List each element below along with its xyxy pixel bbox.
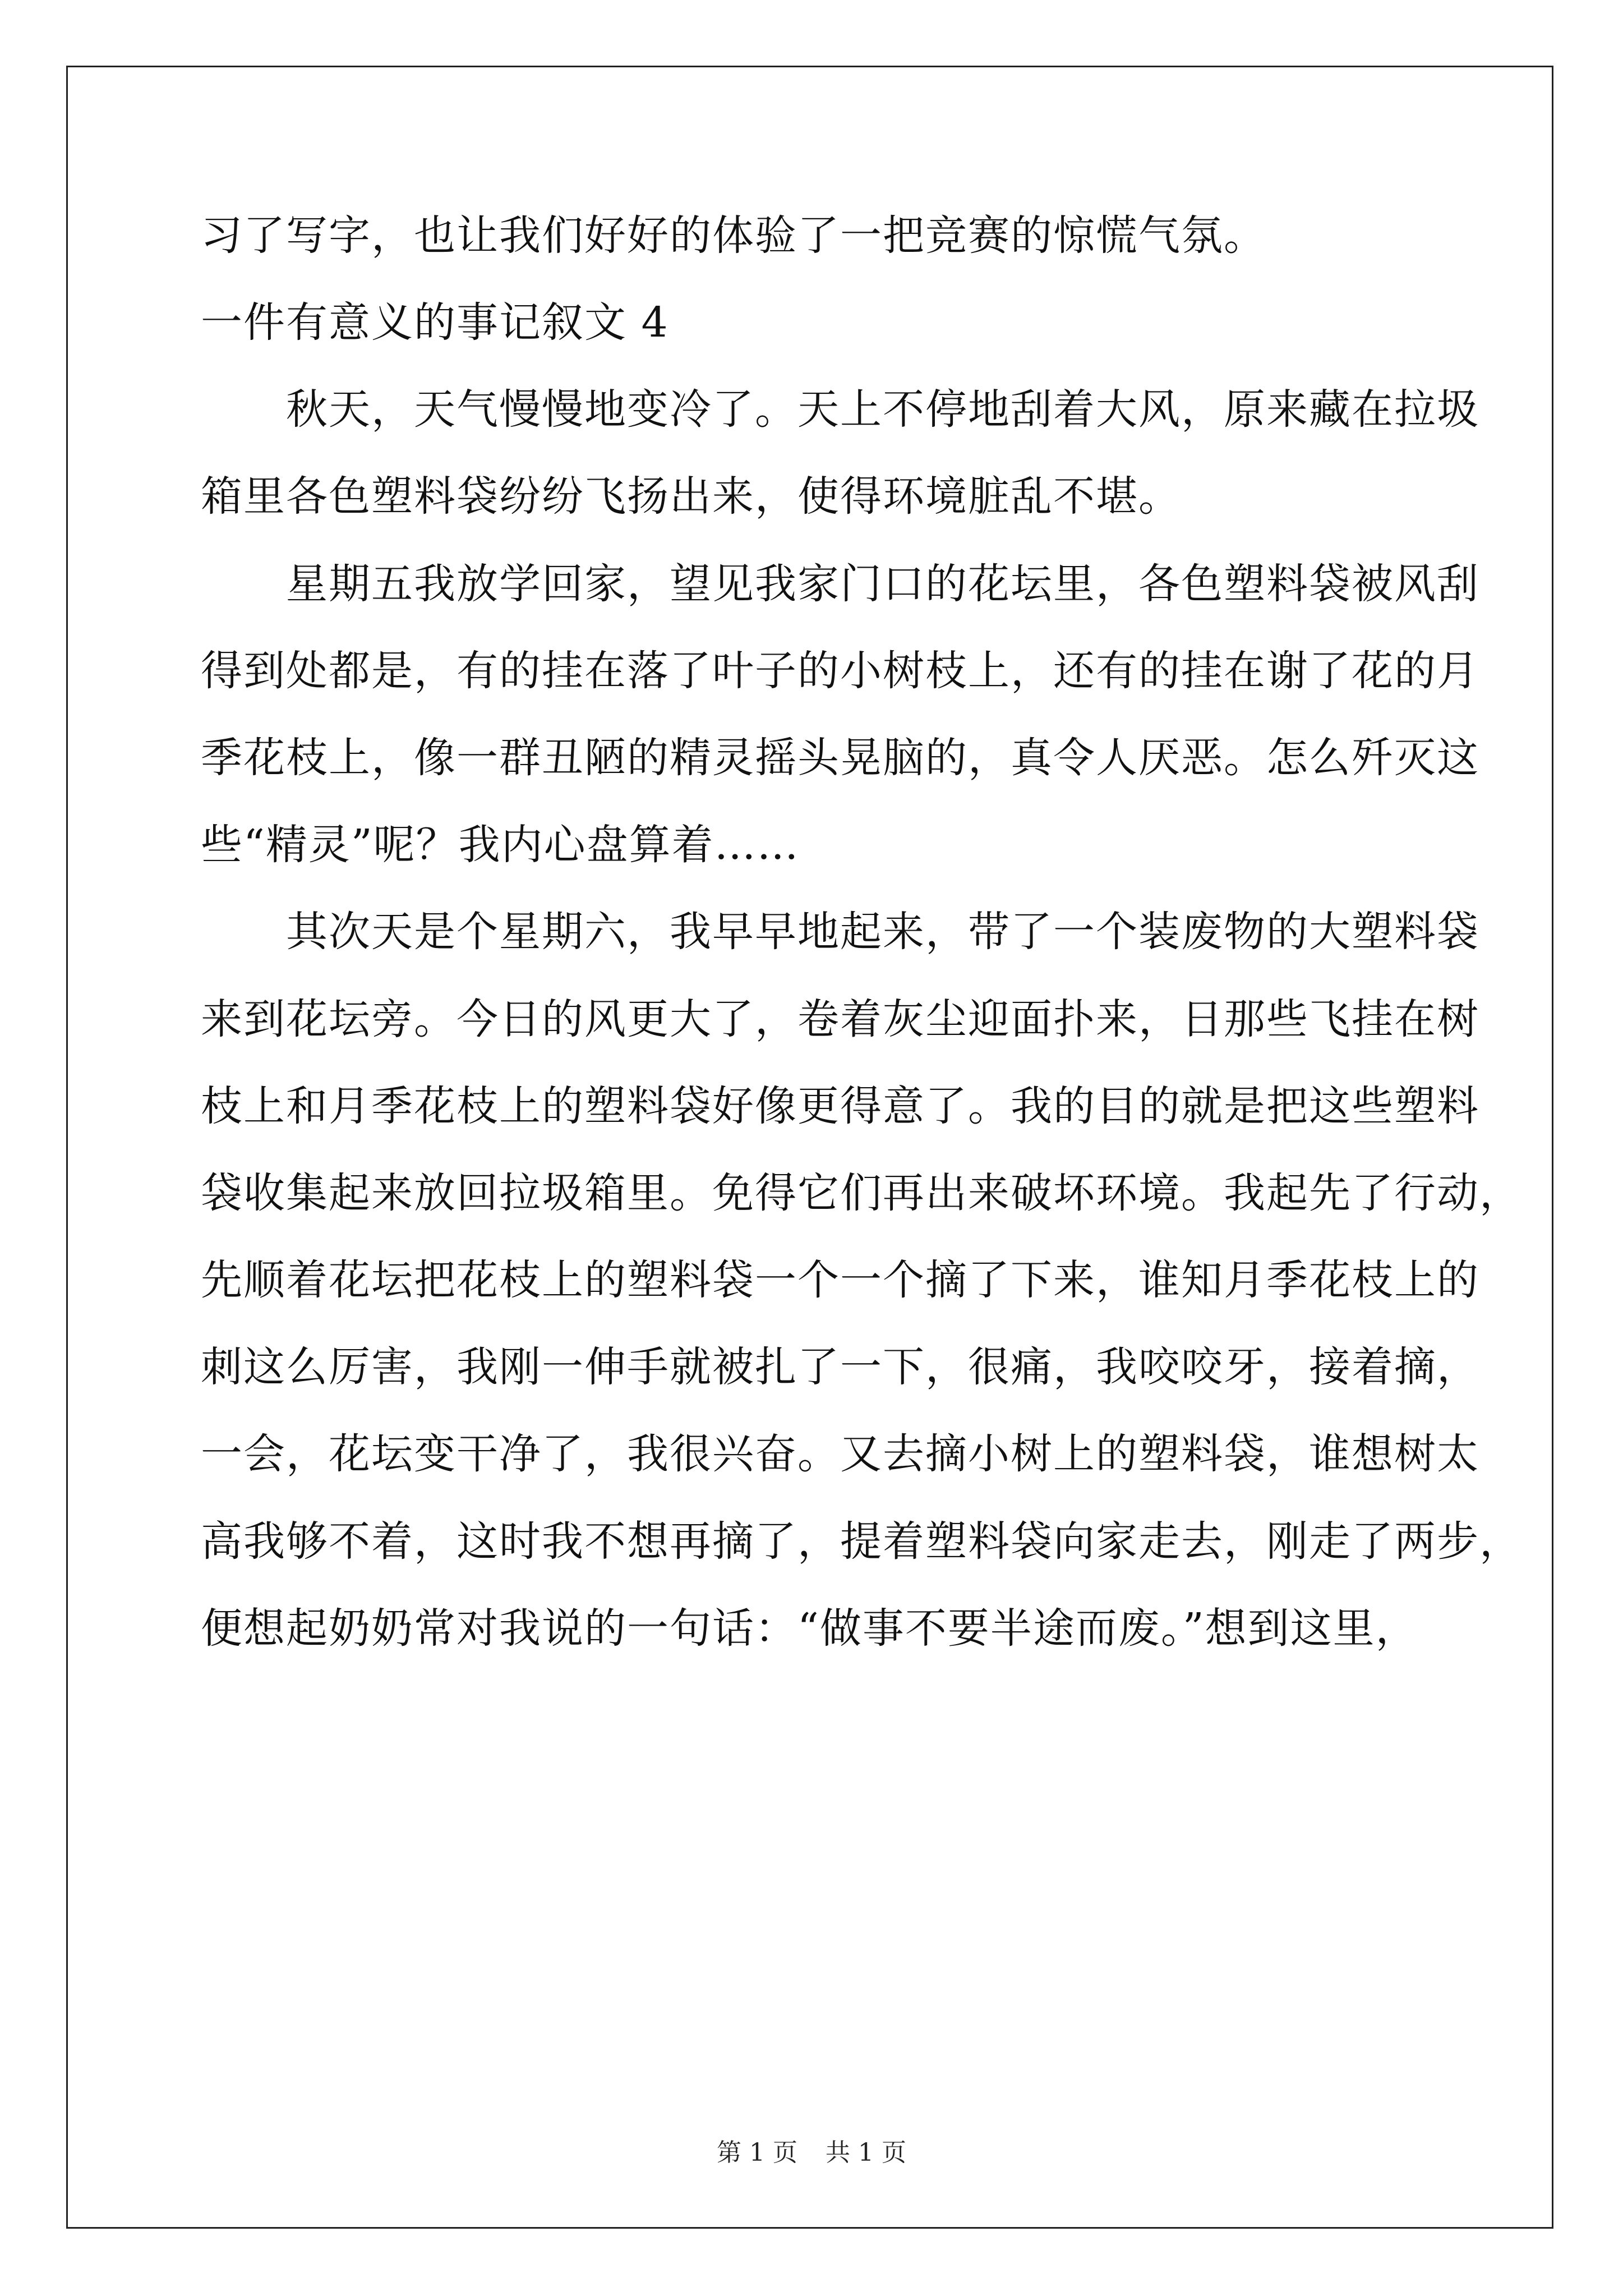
text-line: 习了写字，也让我们好好的体验了一把竞赛的惊慌气氛。 <box>201 211 1266 260</box>
text-line: 枝上和月季花枝上的塑料袋好像更得意了。我的目的就是把这些塑料 <box>201 1082 1479 1130</box>
text-line: 其次天是个星期六，我早早地起来，带了一个装废物的大塑料袋 <box>201 908 1479 956</box>
text-line: 星期五我放学回家，望见我家门口的花坛里，各色塑料袋被风刮 <box>201 560 1479 608</box>
text-line: 刺这么厉害，我刚一伸手就被扎了一下，很痛，我咬咬牙，接着摘， <box>201 1343 1479 1391</box>
text-line: 得到处都是，有的挂在落了叶子的小树枝上，还有的挂在谢了花的月 <box>201 647 1479 695</box>
text-line: 来到花坛旁。今日的风更大了，卷着灰尘迎面扑来，日那些飞挂在树 <box>201 995 1479 1043</box>
text-line: 一会，花坛变干净了，我很兴奋。又去摘小树上的塑料袋，谁想树太 <box>201 1430 1479 1478</box>
page-footer <box>0 2136 1623 2170</box>
text-line: 些“精灵”呢？我内心盘算着…… <box>201 821 800 869</box>
section-heading: 一件有意义的事记叙文 4 <box>201 298 669 347</box>
text-line: 袋收集起来放回拉圾箱里。免得它们再出来破坏环境。我起先了行动， <box>201 1169 1522 1217</box>
text-line: 先顺着花坛把花枝上的塑料袋一个一个摘了下来，谁知月季花枝上的 <box>201 1256 1479 1304</box>
text-line: 高我够不着，这时我不想再摘了，提着塑料袋向家走去，刚走了两步， <box>201 1517 1522 1566</box>
page-total: 共 1 页 <box>826 2138 906 2167</box>
text-line: 箱里各色塑料袋纷纷飞扬出来，使得环境脏乱不堪。 <box>201 472 1181 521</box>
text-line: 秋天，天气慢慢地变冷了。天上不停地刮着大风，原来藏在拉圾 <box>201 385 1479 434</box>
text-line: 季花枝上，像一群丑陋的精灵摇头晃脑的，真令人厌恶。怎么歼灭这 <box>201 734 1479 782</box>
page-number: 第 1 页 <box>717 2138 797 2167</box>
text-line: 便想起奶奶常对我说的一句话：“做事不要半途而废。”想到这里， <box>201 1604 1418 1653</box>
